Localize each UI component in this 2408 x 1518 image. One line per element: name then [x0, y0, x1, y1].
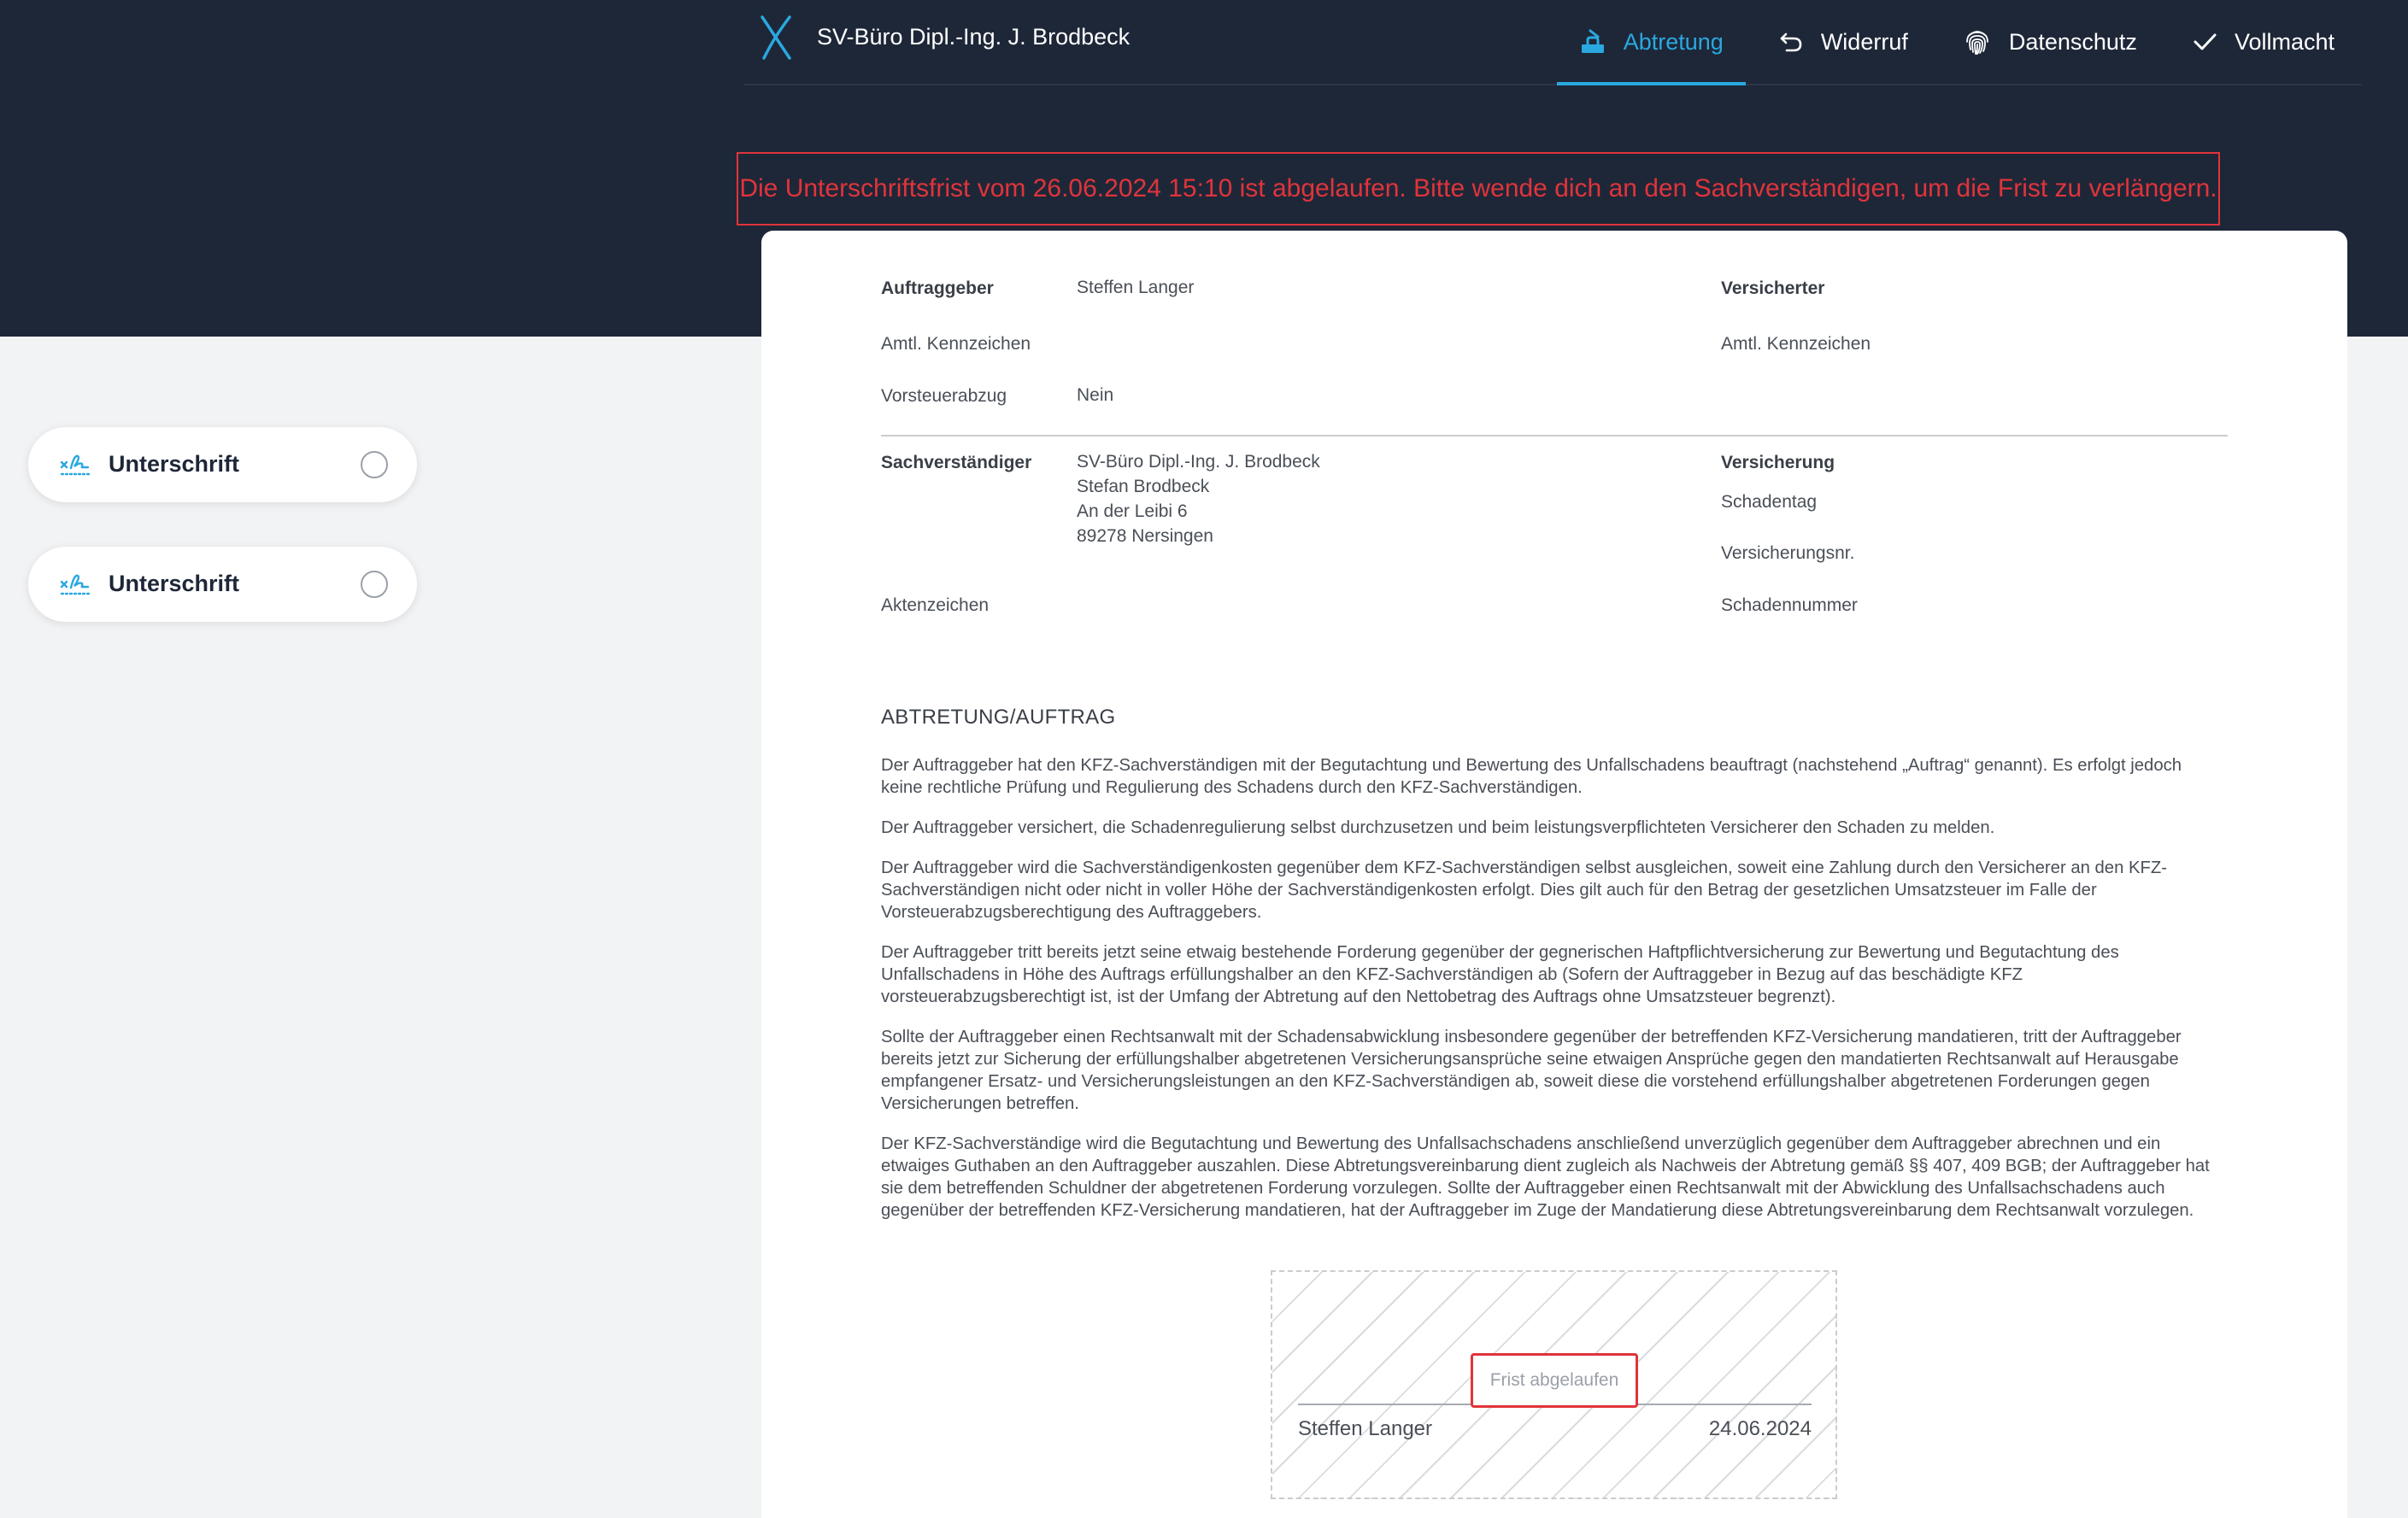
address-line: An der Leibi 6 — [1077, 501, 1188, 521]
sachverstaendiger-label: Sachverständiger — [881, 453, 1032, 472]
undo-arrow-icon — [1778, 29, 1804, 55]
tab-widerruf[interactable] — [1751, 0, 1935, 84]
versicherungsnr-label: Versicherungsnr. — [1721, 543, 1855, 563]
paragraph: Der KFZ-Sachverständige wird die Begutachtung und Bewertung des Unfallsachschadens anschließend unverzüglich gegenüber dem Auftraggeber abrechnen und ein etwaiges Guthaben an den Auftraggeber auszahlen. Diese Abtretungsvereinbarung dient zugleich als Nachweis der Abtretung gemäß §§ 407, 409 BGB; der Auftraggeber hat sie dem betreffenden Schuldner der abgetretenen Forderung vorzulegen. Sollte der Auftraggeber einen Rechtsanwalt mit der Abwicklung des Unfallsachschadens auch gegenüber der betreffenden KFZ-Versicherung mandatieren, hat der Auftraggeber im Zuge der Mandatierung diese Abtretungsvereinbarung dem Rechtsanwalt vorzulegen. — [881, 1134, 2210, 1220]
aktenzeichen-label: Aktenzeichen — [881, 595, 990, 615]
signature-date: 24.06.2024 — [1708, 1417, 1812, 1440]
vorsteuerabzug-label: Vorsteuerabzug — [881, 386, 1007, 406]
signature-icon — [59, 449, 93, 478]
auftraggeber-label: Auftraggeber — [881, 278, 994, 298]
address-line: 89278 Nersingen — [1077, 526, 1213, 546]
versicherter-label: Versicherter — [1721, 278, 1825, 298]
signature-field — [1271, 1270, 1837, 1499]
section-title: ABTRETUNG/AUFTRAG — [881, 706, 1116, 729]
signer-name: Steffen Langer — [1298, 1417, 1433, 1440]
logo-icon — [757, 15, 795, 60]
tab-label: Widerruf — [1820, 28, 1908, 55]
kennzeichen-label: Amtl. Kennzeichen — [881, 334, 1031, 354]
signature-item-1[interactable] — [28, 427, 417, 502]
vorsteuerabzug-value: Nein — [1077, 385, 1114, 405]
tab-label: Abtretung — [1623, 28, 1724, 55]
sachverstaendiger-address — [1077, 449, 1320, 548]
signature-label: Unterschrift — [109, 451, 240, 477]
fingerprint-icon — [1963, 27, 1992, 56]
paragraph: Der Auftraggeber tritt bereits jetzt seine etwaig bestehende Forderung gegenüber der gegnerischen Haftpflichtversicherung zur Bewertung und Begutachtung des Unfallschadens in Höhe des Auftrags erfüllungshalber an den KFZ-Sachverständigen ab (Sofern der Auftraggeber in Bezug auf das beschädigte KFZ vorsteuerabzugsberechtigt ist, ist der Umfang der Abtretung auf den Nettobetrag des Auftrags ohne Umsatzsteuer begrenzt). — [881, 943, 2119, 1006]
main-nav — [1552, 0, 2362, 85]
checkmark-icon — [2192, 29, 2217, 55]
stamp-icon — [1579, 28, 1606, 56]
address-line: SV-Büro Dipl.-Ing. J. Brodbeck — [1077, 452, 1320, 472]
paragraph: Der Auftraggeber hat den KFZ-Sachverständigen mit der Begutachtung und Bewertung des Unfallschadens beauftragt (nachstehend „Auftrag“ genannt). Es erfolgt jedoch keine rechtliche Prüfung und Regulierung des Schadens durch den KFZ-Sachverständigen. — [881, 756, 2182, 797]
paragraph: Der Auftraggeber versichert, die Schadenregulierung selbst durchzusetzen und beim leistungsverpflichteten Versicherer den Schaden zu melden. — [881, 818, 1995, 837]
versicherter-kennzeichen-label: Amtl. Kennzeichen — [1721, 334, 1871, 354]
auftraggeber-value: Steffen Langer — [1077, 278, 1195, 297]
schadennummer-label: Schadennummer — [1721, 595, 1858, 615]
app-header — [743, 0, 2362, 85]
signature-icon — [59, 569, 93, 598]
contract-text — [881, 754, 2228, 1240]
button-label: Frist abgelaufen — [1489, 1370, 1619, 1390]
paragraph: Sollte der Auftraggeber einen Rechtsanwalt mit der Schadensabwicklung insbesondere gegenüber der betreffenden KFZ-Versicherung mandatieren, tritt der Auftraggeber bereits jetzt zur Sicherung der erfüllungshalber abgetretenen Versicherungsansprüche seine etwaigen Ansprüche gegen den mandatierten Rechtsanwalt auf Herausgabe empfangener Ersatz- und Versicherungsleistungen an den KFZ-Sachverständigen ab, soweit diese die vorstehend erfüllungshalber abgetretenen Forderungen gegen Versicherungen betreffen. — [881, 1028, 2182, 1113]
brand-name: SV-Büro Dipl.-Ing. J. Brodbeck — [817, 24, 1131, 50]
signature-item-2[interactable] — [28, 547, 417, 622]
signature-radio[interactable] — [361, 451, 388, 478]
tab-datenschutz[interactable] — [1935, 0, 2164, 84]
tab-abtretung[interactable] — [1552, 0, 1751, 84]
paragraph: Der Auftraggeber wird die Sachverständigenkosten gegenüber dem KFZ-Sachverständigen selbst ausgleichen, soweit eine Zahlung durch den Versicherer an den KFZ-Sachverständigen nicht oder nicht in voller Höhe der Sachverständigenkosten erfolgt. Dies gilt auch für den Betrag der gesetzlichen Umsatzsteuer im Falle der Vorsteuerabzugsberechtigung des Auftraggebers. — [881, 859, 2168, 922]
alert-text: Die Unterschriftsfrist vom 26.06.2024 15:10 ist abgelaufen. Bitte wende dich an den Sachverständigen, um die Frist zu verlängern. — [739, 174, 2217, 202]
deadline-expired-alert — [737, 152, 2220, 226]
signature-radio[interactable] — [361, 571, 388, 598]
document-card — [761, 231, 2347, 1518]
versicherung-label: Versicherung — [1721, 453, 1835, 472]
section-divider — [881, 435, 2228, 437]
tab-label: Datenschutz — [2008, 28, 2137, 55]
schadentag-label: Schadentag — [1721, 492, 1818, 512]
deadline-expired-button[interactable] — [1471, 1353, 1638, 1408]
address-line: Stefan Brodbeck — [1077, 477, 1210, 496]
tab-vollmacht[interactable] — [2164, 0, 2362, 84]
signature-label: Unterschrift — [109, 571, 240, 596]
tab-label: Vollmacht — [2234, 28, 2335, 55]
